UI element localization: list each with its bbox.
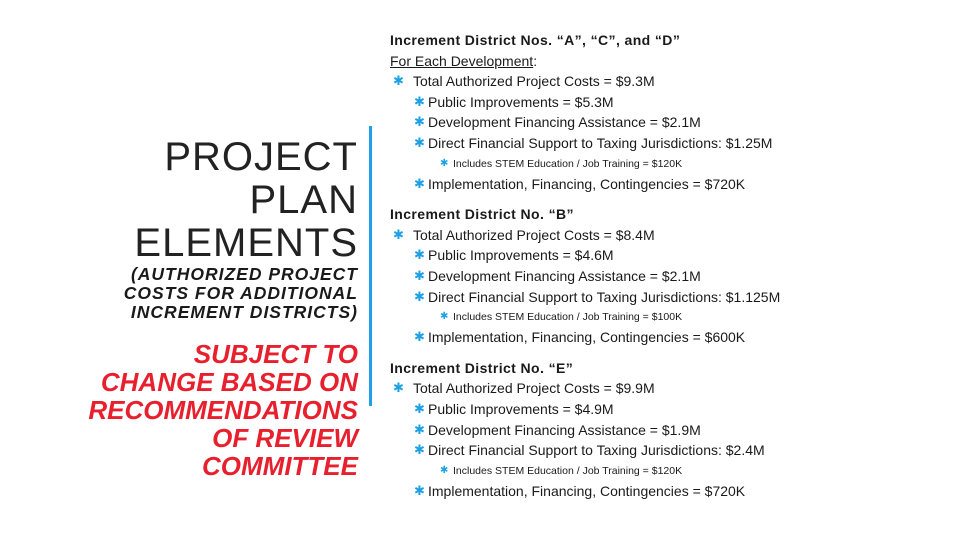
asterisk-bullet-icon: ✱ <box>440 464 449 476</box>
subtitle-line: INCREMENT DISTRICTS) <box>130 302 358 322</box>
asterisk-bullet-icon: ✱ <box>393 226 404 242</box>
subtitle-line: (AUTHORIZED PROJECT <box>130 264 358 284</box>
total-cost-item <box>390 378 950 399</box>
title-line: PLAN <box>249 178 358 222</box>
cost-item <box>390 481 950 502</box>
district-group-acd <box>390 30 950 194</box>
page-title <box>0 136 358 265</box>
warning-line: CHANGE BASED ON <box>100 367 358 397</box>
warning-line: COMMITTEE <box>202 451 358 481</box>
cost-item <box>390 327 950 348</box>
district-group-b <box>390 204 950 348</box>
cost-item-text: Public Improvements = $4.9M <box>428 400 614 417</box>
asterisk-bullet-icon: ✱ <box>414 421 425 437</box>
asterisk-bullet-icon: ✱ <box>414 93 425 109</box>
district-heading: Increment District No. “E” <box>390 359 574 376</box>
cost-item <box>390 399 950 420</box>
cost-item-text: Direct Financial Support to Taxing Jurisdictions: $1.25M <box>428 134 773 151</box>
cost-item <box>390 440 950 461</box>
warning-line: RECOMMENDATIONS <box>88 395 358 425</box>
cost-item <box>390 112 950 133</box>
cost-sub-item-text: Includes STEM Education / Job Training = $120K <box>453 464 683 477</box>
cost-item <box>390 266 950 287</box>
cost-sub-item-text: Includes STEM Education / Job Training = $100K <box>453 311 683 324</box>
district-group-e <box>390 358 950 502</box>
change-warning <box>0 340 358 480</box>
asterisk-bullet-icon: ✱ <box>414 175 425 191</box>
cost-item-text: Direct Financial Support to Taxing Jurisdictions: $2.4M <box>428 442 765 459</box>
page-subtitle <box>0 265 358 322</box>
cost-item-text: Implementation, Financing, Contingencies = $720K <box>428 175 746 192</box>
cost-item-text: Development Financing Assistance = $2.1M <box>428 267 701 284</box>
cost-item-text: Implementation, Financing, Contingencies = $720K <box>428 482 746 499</box>
asterisk-bullet-icon: ✱ <box>393 380 404 396</box>
cost-item-text: Development Financing Assistance = $1.9M <box>428 421 701 438</box>
group-subheading <box>390 51 950 72</box>
cost-item <box>390 420 950 441</box>
asterisk-bullet-icon: ✱ <box>440 157 449 169</box>
cost-item-text: Implementation, Financing, Contingencies = $600K <box>428 329 746 346</box>
total-cost-text: Total Authorized Project Costs = $9.3M <box>413 73 655 90</box>
subheading-text: For Each Development <box>390 52 534 69</box>
cost-sub-item <box>390 154 950 174</box>
asterisk-bullet-icon: ✱ <box>414 114 425 130</box>
cost-item <box>390 174 950 195</box>
warning-line: SUBJECT TO <box>193 339 358 369</box>
total-cost-item <box>390 225 950 246</box>
asterisk-bullet-icon: ✱ <box>414 329 425 345</box>
cost-item <box>390 287 950 308</box>
total-cost-item <box>390 71 950 92</box>
asterisk-bullet-icon: ✱ <box>414 442 425 458</box>
cost-item-text: Direct Financial Support to Taxing Jurisdictions: $1.125M <box>428 288 781 305</box>
cost-item-text: Development Financing Assistance = $2.1M <box>428 114 701 131</box>
cost-item-text: Public Improvements = $5.3M <box>428 93 614 110</box>
asterisk-bullet-icon: ✱ <box>440 311 449 323</box>
cost-item <box>390 133 950 154</box>
total-cost-text: Total Authorized Project Costs = $9.9M <box>413 380 655 397</box>
subheading-suffix: : <box>533 52 538 69</box>
warning-line: OF REVIEW <box>212 423 358 453</box>
vertical-divider <box>369 126 372 406</box>
title-line: ELEMENTS <box>134 221 358 265</box>
title-line: PROJECT <box>164 135 358 179</box>
district-heading: Increment District Nos. “A”, “C”, and “D” <box>390 32 681 48</box>
cost-sub-item <box>390 461 950 481</box>
asterisk-bullet-icon: ✱ <box>414 482 425 498</box>
total-cost-text: Total Authorized Project Costs = $8.4M <box>413 226 655 243</box>
cost-item <box>390 92 950 113</box>
cost-item-text: Public Improvements = $4.6M <box>428 247 614 264</box>
asterisk-bullet-icon: ✱ <box>414 247 425 263</box>
district-heading: Increment District No. “B” <box>390 206 574 223</box>
cost-item <box>390 245 950 266</box>
asterisk-bullet-icon: ✱ <box>414 400 425 416</box>
asterisk-bullet-icon: ✱ <box>414 267 425 283</box>
cost-sub-item-text: Includes STEM Education / Job Training = $120K <box>453 157 683 170</box>
cost-sub-item <box>390 307 950 327</box>
asterisk-bullet-icon: ✱ <box>393 73 404 89</box>
cost-breakdown <box>390 30 950 501</box>
subtitle-line: COSTS FOR ADDITIONAL <box>123 283 358 303</box>
asterisk-bullet-icon: ✱ <box>414 134 425 150</box>
asterisk-bullet-icon: ✱ <box>414 288 425 304</box>
